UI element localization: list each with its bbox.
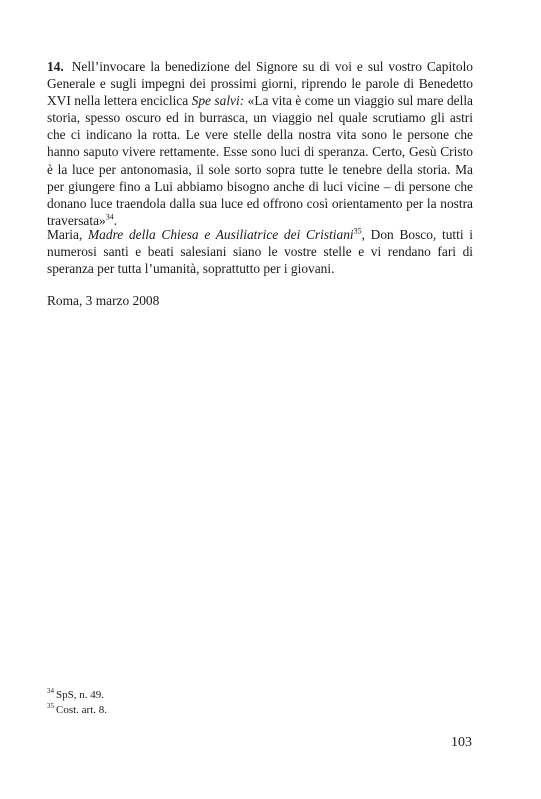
marian-title: Madre della Chiesa e Ausiliatrice dei Cristiani	[88, 227, 354, 242]
footnote-34	[47, 688, 107, 703]
paragraph-text-start: Nell’invocare la benedizione del Signore su di voi e sul vostro Capitolo Generale e sugli impegni dei prossimi giorni, riprendo le parole di Benedetto XVI nella lettera enciclica	[47, 59, 474, 109]
date-line: Roma, 3 marzo 2008	[47, 293, 160, 308]
footnote-mark: 35	[47, 702, 54, 711]
paragraph-maria-text: , Don Bosco, tutti i numerosi santi e beati salesiani siano le vostre stelle e vi rendano fari di speranza per tutta l’umanità, soprattutto per i giovani.	[47, 227, 473, 277]
paragraph-number: 14.	[47, 59, 64, 74]
paragraph-end: .	[113, 212, 118, 228]
footnote-35	[47, 703, 107, 718]
encyclical-quote: «La vita è come un viaggio sul mare della storia, spesso oscuro ed in burrasca, un viaggio nel quale scrutiamo gli astri che ci indicano la rotta. Le vere stelle della nostra vita sono le persone che hanno saputo vivere rettamente. Esse sono luci di speranza. Certo, Gesù Cristo è la luce per antonomasia, il sole sorto sopra tutte le tenebre della storia. Ma per giungere fino a Lui abbiamo bisogno anche di luci vicine – di persone che donano luce traendola dalla sua luce ed offrono così orientamento per la nostra traversata»	[47, 93, 473, 228]
paragraph-maria	[47, 226, 473, 277]
paragraph-14	[47, 58, 473, 229]
footnote-reference-34[interactable]: 34	[105, 212, 114, 222]
page-number: 103	[451, 735, 472, 750]
footnote-mark: 34	[47, 687, 54, 696]
footnote-text: SpS, n. 49.	[56, 689, 104, 701]
encyclical-title: Spe salvi:	[191, 93, 245, 109]
footnote-text: Cost. art. 8.	[56, 704, 108, 716]
footnotes	[47, 688, 107, 718]
footnote-reference-35[interactable]: 35	[353, 226, 362, 236]
paragraph-maria-start: Maria,	[47, 227, 89, 242]
